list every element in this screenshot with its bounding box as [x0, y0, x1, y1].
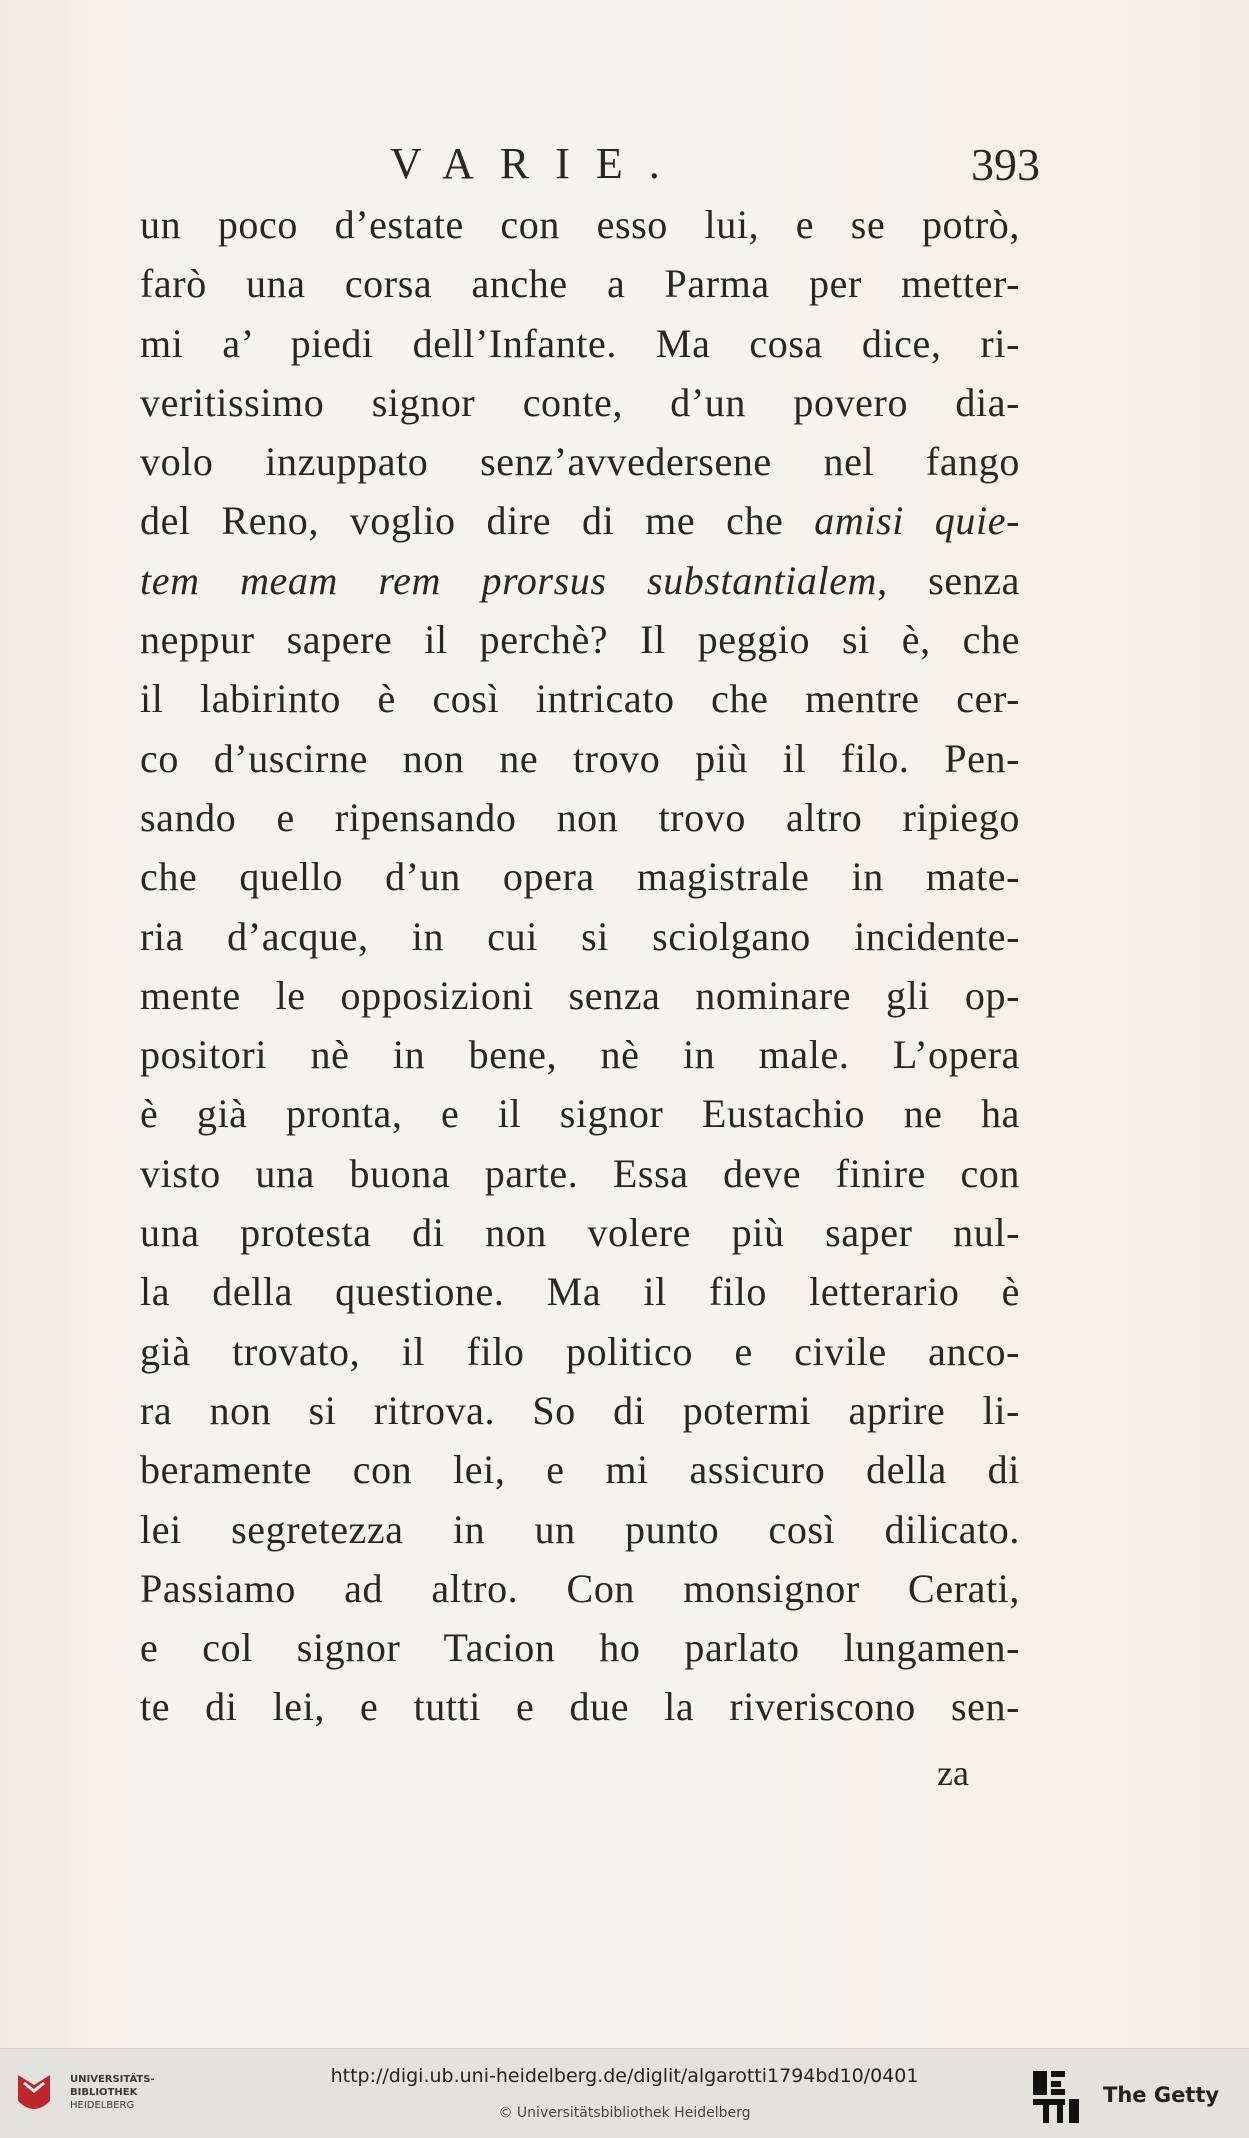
- line-text: te di lei, e tutti e due la riveriscono sen-: [140, 1684, 1020, 1730]
- text-line: [140, 1559, 1020, 1618]
- text-line: [140, 729, 1020, 788]
- text-line: [140, 1381, 1020, 1440]
- line-text: un poco d’estate con esso lui, e se potrò,: [140, 202, 1020, 247]
- text-line: [140, 788, 1020, 847]
- text-line: [140, 1144, 1020, 1203]
- line-text: positori nè in bene, nè in male. L’opera: [140, 1032, 1020, 1078]
- line-text: la della questione. Ma il filo letterario è: [140, 1269, 1020, 1315]
- text-line: [140, 1203, 1020, 1262]
- text-line: [140, 373, 1020, 432]
- text-line: [140, 254, 1020, 313]
- text-line: [140, 669, 1020, 728]
- sponsor-name: The Getty: [1103, 2083, 1220, 2107]
- text-line: [140, 195, 1020, 254]
- text-line: [140, 314, 1020, 373]
- page-number: 393: [971, 139, 1040, 190]
- line-text: mente le opposizioni senza nominare gli op-: [140, 972, 1020, 1018]
- line-text: il labirinto è così intricato che mentre cer-: [140, 676, 1020, 722]
- running-head: [140, 138, 1040, 198]
- text-line: [140, 1677, 1020, 1736]
- text-line: [140, 1322, 1020, 1381]
- text-line: [140, 847, 1020, 906]
- line-text: veritissimo signor conte, d’un povero dia-: [140, 379, 1020, 425]
- library-name: UNIVERSITÄTS- BIBLIOTHEK HEIDELBERG: [70, 2074, 155, 2111]
- line-text: ria d’acque, in cui si sciolgano incidente-: [140, 913, 1020, 959]
- text-line: [140, 1440, 1020, 1499]
- text-line: [140, 966, 1020, 1025]
- line-text: volo inzuppato senz’avvedersene nel fango: [140, 439, 1020, 485]
- text-line: [140, 1618, 1020, 1677]
- text-line: [140, 610, 1020, 669]
- text-line: [140, 491, 1020, 550]
- getty-mark-icon: [1031, 2069, 1081, 2125]
- line-text: del Reno, voglio dire di me che: [140, 498, 815, 544]
- line-text: beramente con lei, e mi assicuro della di: [140, 1447, 1020, 1493]
- latin-quotation: amisi quie-: [814, 498, 1020, 544]
- line-text: lei segretezza in un punto così dilicato.: [140, 1506, 1020, 1552]
- line-text: co d’uscirne non ne trovo più il filo. Pen-: [140, 735, 1020, 781]
- viewer-footer: [0, 2048, 1249, 2138]
- line-text: visto una buona parte. Essa deve finire con: [140, 1150, 1020, 1196]
- line-text: già trovato, il filo politico e civile anco-: [140, 1328, 1020, 1374]
- catchword: za: [937, 1753, 969, 1793]
- line-text: sando e ripensando non trovo altro ripiego: [140, 794, 1020, 840]
- text-line: [140, 1500, 1020, 1559]
- line-text: e col signor Tacion ho parlato lungamen-: [140, 1625, 1020, 1671]
- text-line: [140, 1262, 1020, 1321]
- line-text: una protesta di non volere più saper nul-: [140, 1210, 1020, 1256]
- line-text: Passiamo ad altro. Con monsignor Cerati,: [140, 1565, 1020, 1611]
- text-line: [140, 551, 1020, 610]
- text-line: [140, 432, 1020, 491]
- line-text: ra non si ritrova. So di potermi aprire li-: [140, 1387, 1020, 1433]
- text-line: [140, 907, 1020, 966]
- getty-logo[interactable]: [1031, 2069, 1231, 2125]
- line-text: neppur sapere il perchè? Il peggio si è, che: [140, 617, 1020, 663]
- line-text: che quello d’un opera magistrale in mate-: [140, 854, 1020, 900]
- copyright-notice: © Universitätsbibliothek Heidelberg: [498, 2105, 751, 2121]
- line-text: mi a’ piedi dell’Infante. Ma cosa dice, ri-: [140, 320, 1020, 366]
- text-line: [140, 1084, 1020, 1143]
- running-title: VARIE.: [390, 139, 686, 188]
- text-line: [140, 1025, 1020, 1084]
- body-text: [140, 195, 1020, 1737]
- permalink-url[interactable]: http://digi.ub.uni-heidelberg.de/diglit/algarotti1794bd10/0401: [330, 2065, 919, 2087]
- line-text: , senza: [877, 557, 1020, 603]
- line-text: è già pronta, e il signor Eustachio ne ha: [140, 1091, 1020, 1137]
- line-text: farò una corsa anche a Parma per metter-: [140, 261, 1020, 307]
- latin-quotation: tem meam rem prorsus substantialem: [140, 557, 878, 603]
